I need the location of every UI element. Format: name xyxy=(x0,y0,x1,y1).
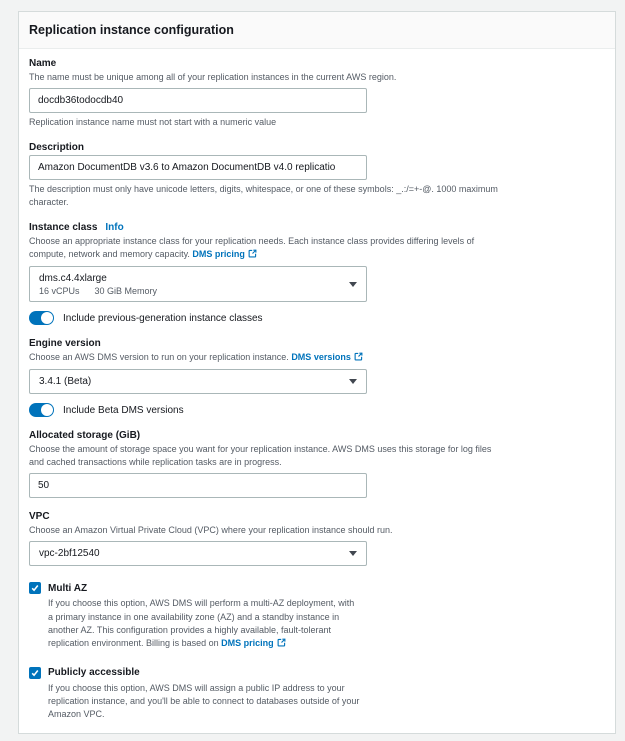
multi-az-field xyxy=(29,582,605,650)
vpc-description: Choose an Amazon Virtual Private Cloud (VPC) where your replication instance should run. xyxy=(29,525,393,536)
beta-versions-toggle-label: Include Beta DMS versions xyxy=(63,404,184,416)
engine-version-description xyxy=(29,351,503,365)
instance-class-description xyxy=(29,235,503,262)
vpc-field xyxy=(29,511,605,566)
description-input[interactable] xyxy=(29,155,367,180)
multi-az-description xyxy=(48,597,360,650)
toggle-knob xyxy=(41,312,53,324)
external-link-icon xyxy=(277,638,286,651)
engine-version-label: Engine version xyxy=(29,338,101,350)
allocated-storage-label: Allocated storage (GiB) xyxy=(29,430,141,442)
engine-version-select[interactable] xyxy=(29,369,367,394)
publicly-accessible-check-row xyxy=(29,667,605,679)
instance-class-select[interactable] xyxy=(29,266,367,302)
chevron-down-icon xyxy=(349,282,357,287)
allocated-storage-field xyxy=(29,430,605,498)
description-hint: The description must only have unicode letters, digits, whitespace, or one of these symbols: _.:/=+-@. 1000 maximum character. xyxy=(29,184,498,208)
dms-versions-link[interactable]: DMS versions xyxy=(291,352,351,363)
previous-generation-toggle[interactable] xyxy=(29,311,54,325)
vpc-label: VPC xyxy=(29,511,50,523)
dms-pricing-link[interactable]: DMS pricing xyxy=(221,637,274,648)
publicly-accessible-label: Publicly accessible xyxy=(48,667,140,679)
replication-instance-configuration-panel xyxy=(18,11,616,734)
instance-class-info-link[interactable]: Info xyxy=(105,222,124,234)
instance-class-memory: 30 GiB Memory xyxy=(94,285,158,296)
previous-generation-toggle-label: Include previous-generation instance classes xyxy=(63,312,263,324)
name-description: The name must be unique among all of your replication instances in the current AWS region. xyxy=(29,72,397,82)
name-label: Name xyxy=(29,58,57,69)
check-icon xyxy=(30,583,40,593)
engine-version-field xyxy=(29,338,605,417)
beta-versions-toggle-row xyxy=(29,403,605,417)
instance-class-label: Instance class xyxy=(29,222,98,234)
external-link-icon xyxy=(248,249,257,262)
chevron-down-icon xyxy=(349,379,357,384)
dms-pricing-link[interactable]: DMS pricing xyxy=(192,249,245,260)
panel-body xyxy=(19,49,615,735)
instance-class-field xyxy=(29,222,605,325)
multi-az-checkbox[interactable] xyxy=(29,582,41,594)
allocated-storage-input[interactable] xyxy=(29,473,367,498)
instance-class-vcpus: 16 vCPUs xyxy=(39,285,80,296)
publicly-accessible-checkbox[interactable] xyxy=(29,667,41,679)
chevron-down-icon xyxy=(349,551,357,556)
previous-generation-toggle-row xyxy=(29,311,605,325)
allocated-storage-description: Choose the amount of storage space you want for your replication instance. AWS DMS uses this storage for log files and cached transactions while replication tasks are in progress. xyxy=(29,444,492,468)
vpc-value: vpc-2bf12540 xyxy=(39,548,100,560)
instance-class-value: dms.c4.4xlarge xyxy=(39,272,107,284)
external-link-icon xyxy=(354,352,363,365)
check-icon xyxy=(30,668,40,678)
vpc-select[interactable] xyxy=(29,541,367,566)
publicly-accessible-field xyxy=(29,667,605,721)
panel-header xyxy=(19,12,615,49)
engine-version-description-text: Choose an AWS DMS version to run on your replication instance. xyxy=(29,352,289,363)
name-field xyxy=(29,58,605,129)
panel-title: Replication instance configuration xyxy=(29,23,234,37)
multi-az-label: Multi AZ xyxy=(48,582,88,594)
engine-version-value: 3.4.1 (Beta) xyxy=(39,376,92,388)
multi-az-description-text: If you choose this option, AWS DMS will perform a multi-AZ deployment, with a primary instance in one availability zone (AZ) and a standby instance in another AZ. This configuration provides a highly available, fault-tolerant replication environment. Billing is based on xyxy=(48,598,355,648)
toggle-knob xyxy=(41,404,53,416)
instance-class-label-row xyxy=(29,222,605,235)
instance-class-select-text xyxy=(39,273,157,296)
description-field xyxy=(29,142,605,209)
description-label: Description xyxy=(29,142,85,154)
instance-class-description-text: Choose an appropriate instance class for your replication needs. Each instance class provides differing levels of compute, network and memory capacity. xyxy=(29,236,475,260)
publicly-accessible-description: If you choose this option, AWS DMS will assign a public IP address to your replication instance, and you'll be able to connect to databases outside of your Amazon VPC. xyxy=(48,682,360,719)
multi-az-check-row xyxy=(29,582,605,594)
instance-class-specs xyxy=(39,286,157,296)
name-input[interactable] xyxy=(29,88,367,113)
beta-versions-toggle[interactable] xyxy=(29,403,54,417)
name-hint: Replication instance name must not start with a numeric value xyxy=(29,117,277,128)
